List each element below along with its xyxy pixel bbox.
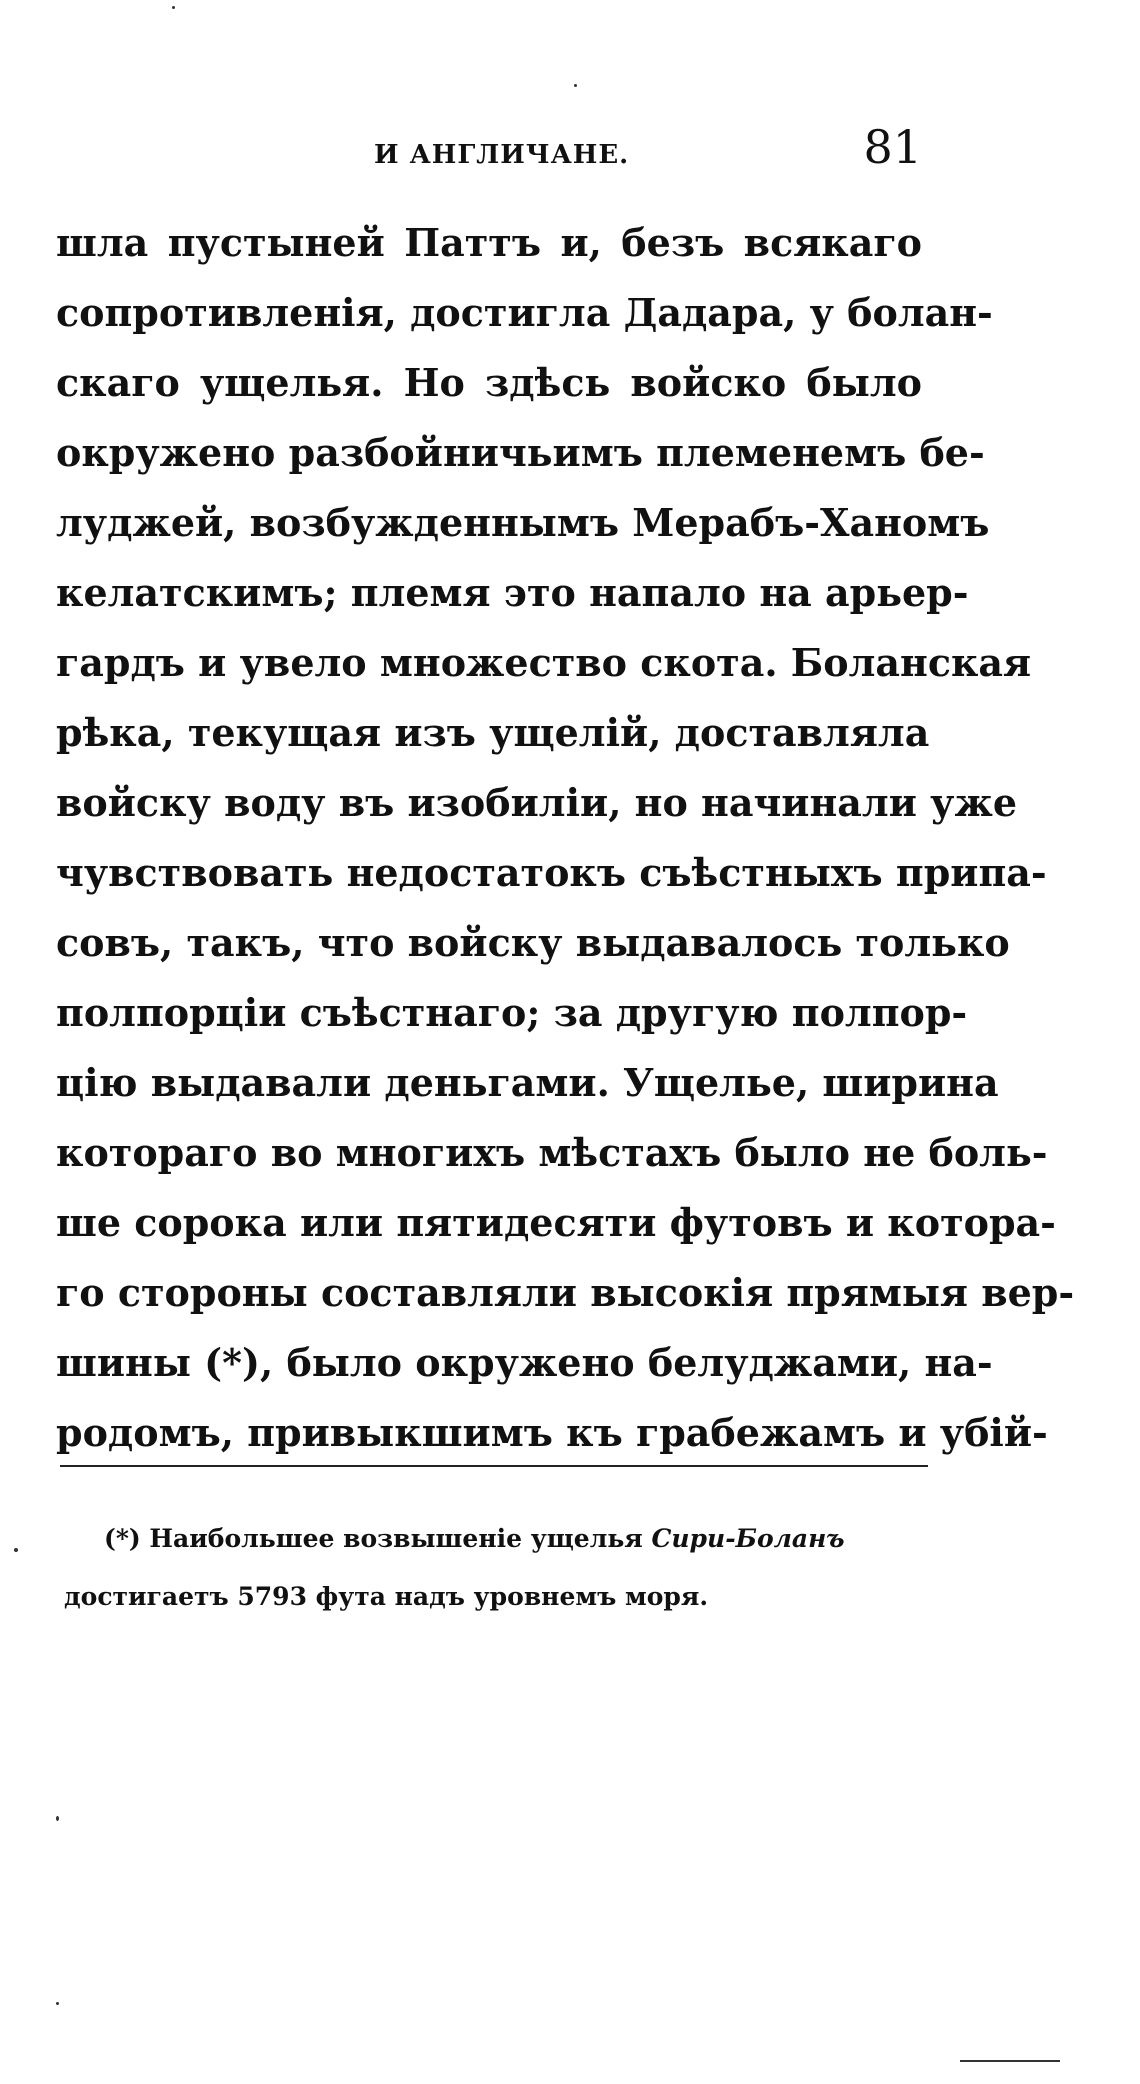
text-line: шла пустыней Паттъ и, безъ всякаго: [56, 220, 922, 265]
text-line: сопротивленія, достигла Дадара, у болан-: [56, 290, 993, 335]
text-line: шины (*), было окружено белуджами, на-: [56, 1340, 993, 1385]
text-line: го стороны составляли высокія прямыя вер-: [56, 1270, 1075, 1315]
text-line: котораго во многихъ мѣстахъ было не боль-: [56, 1130, 1048, 1175]
print-speck: [56, 1816, 59, 1821]
text-line: цію выдавали деньгами. Ущелье, ширина: [56, 1060, 999, 1105]
footnote-line: [64, 1510, 924, 1568]
footnote-text: (*) Наибольшее возвышеніе ущелья: [104, 1524, 652, 1553]
body-text: [56, 208, 1075, 1468]
text-line: рѣка, текущая изъ ущелій, доставляла: [56, 710, 930, 755]
running-head: И АНГЛИЧАНЕ.: [374, 140, 630, 170]
text-line: келатскимъ; племя это напало на арьер-: [56, 570, 969, 615]
footnote-line: достигаетъ 5793 фута надъ уровнемъ моря.: [64, 1582, 709, 1611]
text-line: родомъ, привыкшимъ къ грабежамъ и убій-: [56, 1410, 1048, 1455]
text-line: чувствовать недостатокъ съѣстныхъ припа-: [56, 850, 1047, 895]
footnote: [64, 1510, 924, 1626]
print-speck: [172, 6, 175, 9]
page-number: 81: [863, 120, 922, 174]
text-line: полпорціи съѣстнаго; за другую полпор-: [56, 990, 968, 1035]
footnote-separator: [60, 1465, 928, 1467]
text-line: скаго ущелья. Но здѣсь войско было: [56, 360, 922, 405]
edge-mark: [960, 2060, 1060, 2062]
print-speck: [14, 1548, 18, 1552]
text-line: войску воду въ изобиліи, но начинали уже: [56, 780, 1018, 825]
footnote-italic-name: Сири-Боланъ: [651, 1524, 845, 1553]
text-line: ше сорока или пятидесяти футовъ и котора-: [56, 1200, 1056, 1245]
print-speck: [56, 2002, 59, 2005]
text-line: гардъ и увело множество скота. Боланская: [56, 640, 1032, 685]
text-line: луджей, возбужденнымъ Мерабъ-Ханомъ: [56, 500, 990, 545]
text-line: окружено разбойничьимъ племенемъ бе-: [56, 430, 985, 475]
text-line: совъ, такъ, что войску выдавалось только: [56, 920, 1010, 965]
print-speck: [574, 84, 577, 87]
